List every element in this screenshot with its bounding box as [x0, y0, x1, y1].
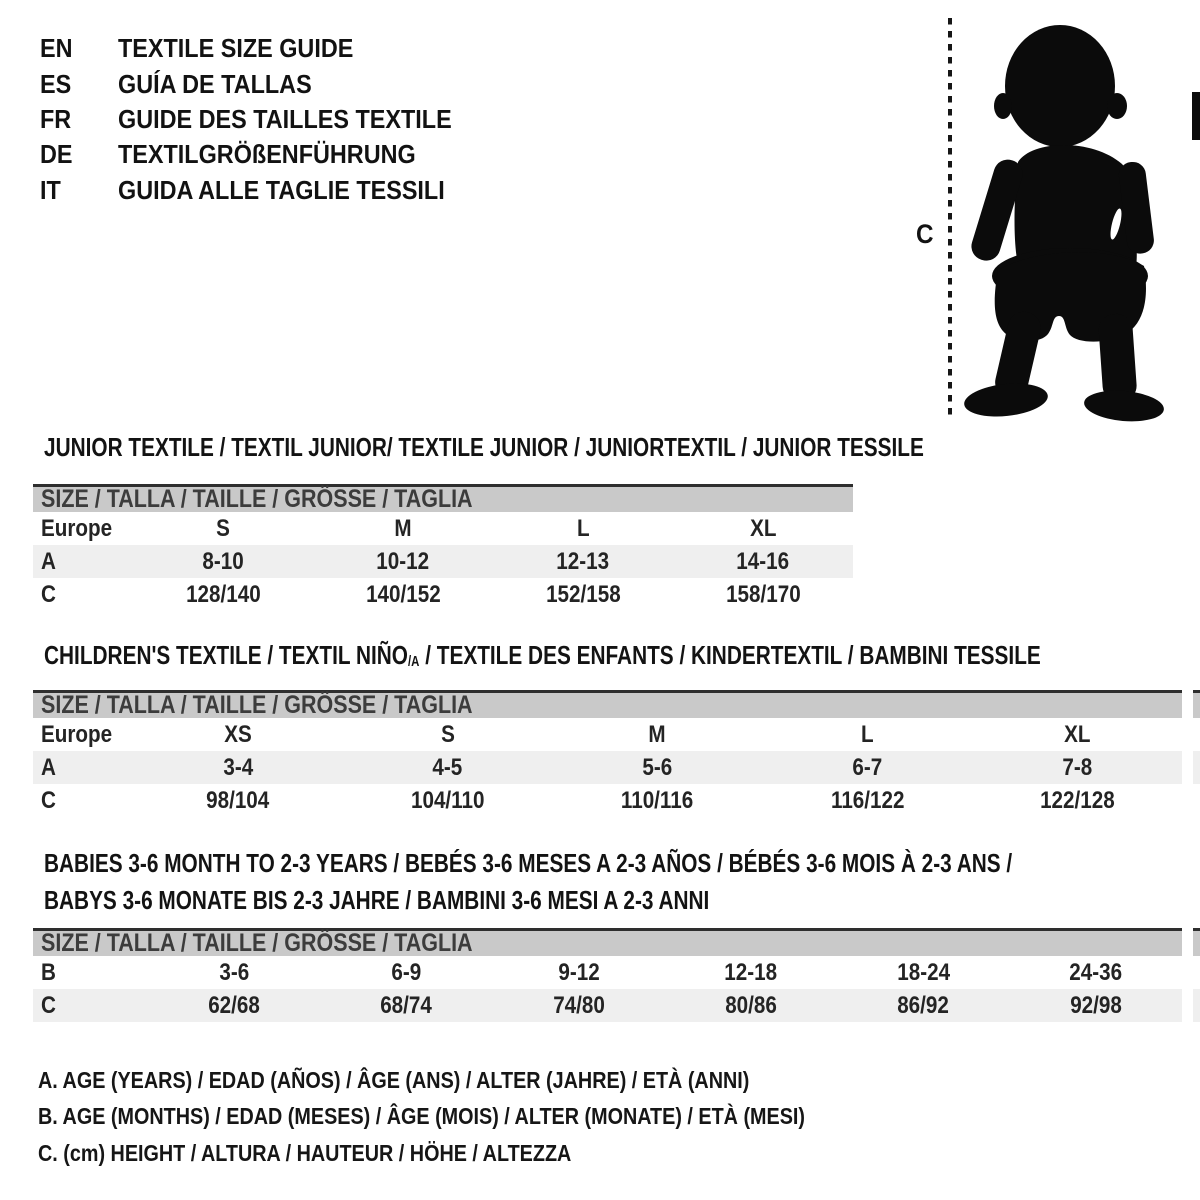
- language-code: DE: [40, 139, 73, 170]
- table-cell: 5-6: [642, 753, 673, 781]
- table-cell: 24-36: [1069, 958, 1123, 986]
- table-cell: 12-18: [724, 958, 778, 986]
- table-row: [33, 545, 853, 578]
- guide-title: TEXTILE SIZE GUIDE: [118, 33, 354, 64]
- table-cell: M: [394, 514, 412, 542]
- table-cell: 110/116: [621, 786, 694, 814]
- table-cell: 128/140: [185, 580, 261, 608]
- table-cell: 122/128: [1039, 786, 1115, 814]
- table-cell: L: [860, 720, 874, 748]
- language-row: [40, 173, 489, 208]
- language-row: [40, 102, 489, 137]
- clipped-graphic-sliver: [1192, 92, 1200, 140]
- table-cell: 74/80: [552, 991, 605, 1019]
- table-cell: 12-13: [556, 547, 610, 575]
- guide-title: GUIDE DES TAILLES TEXTILE: [118, 103, 452, 134]
- table-cell: 4-5: [432, 753, 463, 781]
- table-cell: 92/98: [1069, 991, 1122, 1019]
- table-row: [33, 784, 1200, 817]
- guide-title: GUIDA ALLE TAGLIE TESSILI: [118, 174, 445, 205]
- table-row: [33, 956, 1200, 989]
- table-cell: 7-8: [1062, 753, 1092, 781]
- table-row: [33, 989, 1200, 1022]
- language-code: EN: [40, 33, 73, 64]
- table-cell: XL: [1063, 720, 1091, 748]
- guide-title: GUÍA DE TALLAS: [118, 68, 312, 99]
- row-label: C: [41, 991, 56, 1019]
- table-cell: 98/104: [206, 786, 270, 814]
- size-header-bar: [33, 484, 853, 512]
- legend: [38, 1062, 930, 1172]
- size-header-label: SIZE / TALLA / TAILLE / GRÖSSE / TAGLIA: [41, 929, 473, 957]
- babies-size-table: [33, 928, 1200, 1022]
- size-header-label: SIZE / TALLA / TAILLE / GRÖSSE / TAGLIA: [41, 485, 473, 513]
- legend-line-age-months: B. AGE (MONTHS) / EDAD (MESES) / ÂGE (MOIS) / ALTER (MONATE) / ETÀ (MESI): [38, 1103, 805, 1130]
- table-cell: XL: [749, 514, 777, 542]
- language-code: IT: [40, 174, 61, 205]
- table-cell: 116/122: [830, 786, 905, 814]
- children-section-title: CHILDREN'S TEXTILE / TEXTIL NIÑO/A / TEXTILE DES ENFANTS / KINDERTEXTIL / BAMBINI TESSILE: [44, 640, 1041, 671]
- row-label: Europe: [41, 720, 113, 748]
- table-cell: 62/68: [208, 991, 260, 1019]
- size-header-label: SIZE / TALLA / TAILLE / GRÖSSE / TAGLIA: [41, 691, 473, 719]
- babies-section-title-line2: BABYS 3-6 MONATE BIS 2-3 JAHRE / BAMBINI 3-6 MESI A 2-3 ANNI: [44, 885, 710, 915]
- row-label: C: [41, 786, 56, 814]
- table-cell: S: [216, 514, 230, 542]
- table-cell: 14-16: [736, 547, 790, 575]
- table-cell: 9-12: [558, 958, 600, 986]
- row-label: C: [41, 580, 56, 608]
- guide-title: TEXTILGRÖßENFÜHRUNG: [118, 139, 416, 170]
- table-cell: 68/74: [380, 991, 433, 1019]
- row-label: A: [41, 547, 56, 575]
- table-cell: S: [440, 720, 455, 748]
- table-cell: 104/110: [410, 786, 485, 814]
- table-edge-gap: [1182, 690, 1193, 817]
- table-cell: 6-9: [391, 958, 422, 986]
- language-row: [40, 137, 489, 172]
- row-label: A: [41, 753, 56, 781]
- table-cell: XS: [224, 720, 252, 748]
- legend-line-height-cm: C. (cm) HEIGHT / ALTURA / HAUTEUR / HÖHE / ALTEZZA: [38, 1139, 572, 1166]
- table-row: [33, 512, 853, 545]
- children-size-table: [33, 690, 1200, 817]
- table-edge-gap: [1182, 928, 1193, 1022]
- table-cell: M: [648, 720, 667, 748]
- table-row: [33, 578, 853, 611]
- babies-section-title-line1: BABIES 3-6 MONTH TO 2-3 YEARS / BEBÉS 3-6 MESES A 2-3 AÑOS / BÉBÉS 3-6 MOIS À 2-3 ANS /: [44, 848, 1013, 878]
- table-cell: 86/92: [897, 991, 950, 1019]
- title-subscript: /A: [407, 654, 420, 671]
- table-cell: 80/86: [725, 991, 777, 1019]
- language-code: FR: [40, 103, 72, 134]
- table-cell: 158/170: [725, 580, 801, 608]
- size-header-bar: [33, 690, 1200, 718]
- table-cell: 3-4: [222, 753, 253, 781]
- row-label: B: [41, 958, 56, 986]
- language-row: [40, 66, 489, 101]
- table-row: [33, 718, 1200, 751]
- baby-silhouette: [952, 14, 1164, 426]
- table-cell: 10-12: [376, 547, 430, 575]
- table-cell: 152/158: [545, 580, 621, 608]
- table-cell: 140/152: [365, 580, 441, 608]
- junior-section-title: JUNIOR TEXTILE / TEXTIL JUNIOR/ TEXTILE JUNIOR / JUNIORTEXTIL / JUNIOR TESSILE: [44, 432, 924, 462]
- table-cell: L: [576, 514, 590, 542]
- size-header-bar: [33, 928, 1200, 956]
- table-cell: 6-7: [852, 753, 883, 781]
- table-row: [33, 751, 1200, 784]
- language-code: ES: [40, 68, 72, 99]
- table-cell: 8-10: [202, 547, 244, 575]
- row-label: Europe: [41, 514, 113, 542]
- height-dimension-label: C: [916, 219, 934, 249]
- table-cell: 3-6: [219, 958, 250, 986]
- language-title-list: [40, 31, 489, 208]
- table-cell: 18-24: [897, 958, 950, 986]
- junior-size-table: [33, 484, 853, 611]
- language-row: [40, 31, 489, 66]
- legend-line-age-years: A. AGE (YEARS) / EDAD (AÑOS) / ÂGE (ANS) / ALTER (JAHRE) / ETÀ (ANNI): [38, 1066, 750, 1093]
